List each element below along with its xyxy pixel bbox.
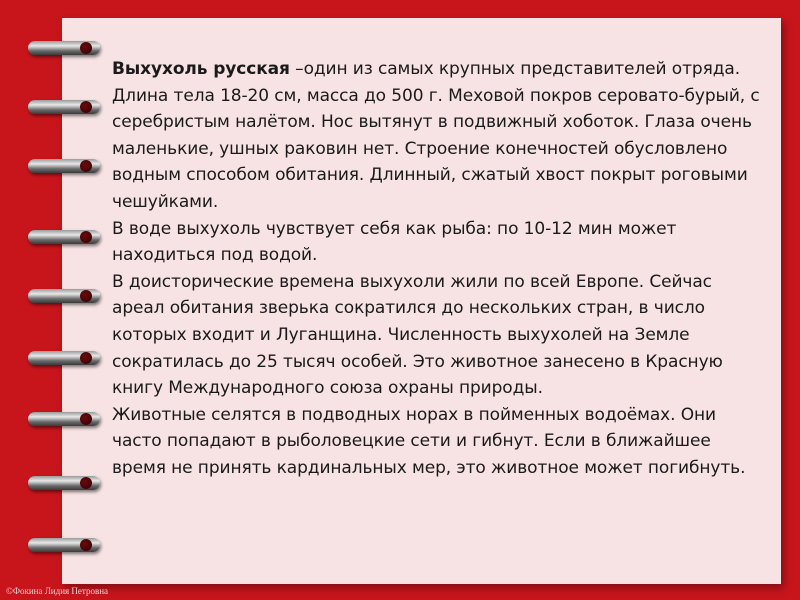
article-text [112,56,762,482]
article-intro: –один из самых крупных представителей отряда. Длина тела 18-20 см, масса до 500 г. Меховой покров серовато-бурый, с серебристым налётом. Нос вытянут в подвижный хоботок. Глаза очень маленькие, ушных раковин нет. Строение конечностей обусловлено водным способом обитания. Длинный, сжатый хвост покрыт роговыми чешуйками. [112,59,760,212]
spiral-ring-icon [28,41,102,57]
spiral-ring-icon [28,412,102,428]
spiral-ring-icon [28,289,102,305]
author-credit: ©Фокина Лидия Петровна [6,586,109,596]
article-intro-paragraph [112,56,762,216]
article-paragraph: В доисторические времена выхухоли жили по всей Европе. Сейчас ареал обитания зверька сократился до нескольких стран, в число которых входит и Луганщина. Численность выхухолей на Земле сократилась до 25 тысяч особей. Это животное занесено в Красную книгу Международного союза охраны природы. [112,271,723,399]
spiral-ring-icon [28,230,102,246]
spiral-ring-icon [28,159,102,175]
article-title: Выхухоль русская [112,59,290,79]
spiral-ring-icon [28,351,102,367]
article-paragraph: В воде выхухоль чувствует себя как рыба: по 10-12 мин может находиться под водой. [112,218,677,266]
spiral-ring-icon [28,476,102,492]
spiral-ring-icon [28,100,102,116]
article-paragraph: Животные селятся в подводных норах в пойменных водоёмах. Они часто попадают в рыболовецкие сети и гибнут. Если в ближайшее время не принять кардинальных мер, это животное может погибнуть. [112,404,746,478]
spiral-ring-icon [28,538,102,554]
